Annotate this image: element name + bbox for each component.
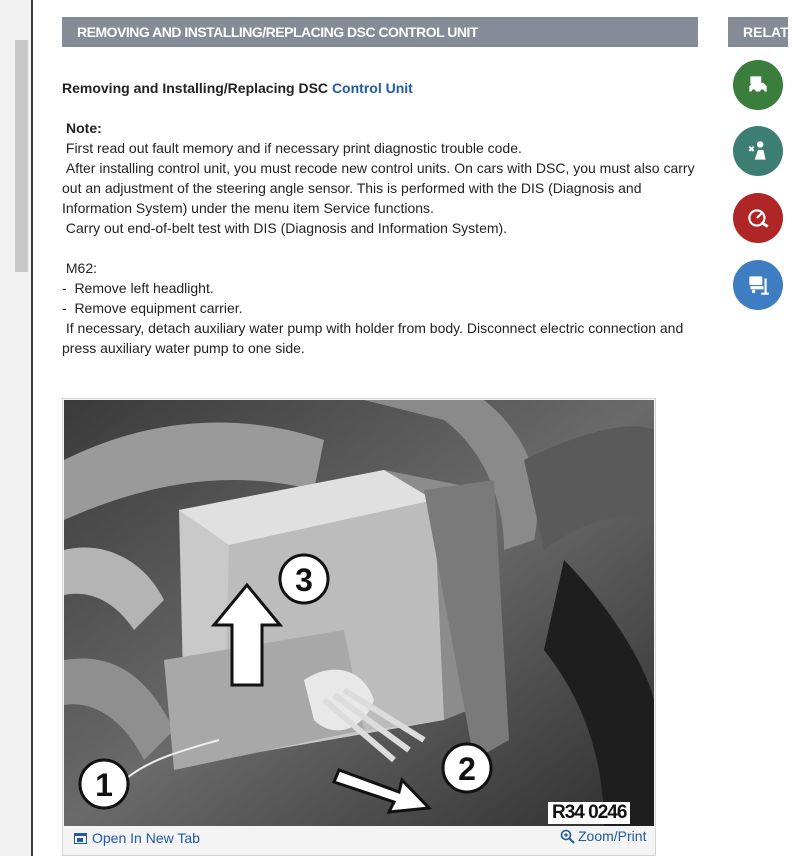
related-header-title: RELATED	[743, 24, 808, 40]
m62-block	[62, 258, 702, 358]
callout-3: 3	[295, 562, 313, 598]
procedure-figure	[62, 398, 656, 856]
related-header	[728, 17, 808, 47]
open-in-new-tab-link[interactable]	[74, 830, 200, 846]
vehicle-lift-icon[interactable]	[733, 260, 783, 310]
diagnostic-icon[interactable]	[733, 193, 783, 243]
callout-1: 1	[95, 767, 113, 803]
open-in-new-tab-label: Open In New Tab	[92, 830, 200, 846]
note-label: Note:	[66, 120, 102, 136]
zoom-icon	[560, 829, 575, 844]
new-tab-icon	[74, 833, 87, 844]
vehicle-info-icon[interactable]	[733, 60, 783, 110]
left-panel-border	[31, 0, 33, 856]
section-header-title: REMOVING AND INSTALLING/REPLACING DSC CONTROL UNIT	[77, 24, 478, 40]
note-block	[62, 118, 702, 238]
callout-2: 2	[458, 751, 476, 787]
m62-step: - Remove equipment carrier.	[62, 300, 243, 316]
procedure-content	[62, 78, 702, 358]
technician-icon[interactable]	[733, 126, 783, 176]
figure-code: R34 0246	[548, 802, 630, 824]
procedure-title	[62, 78, 702, 98]
m62-step: If necessary, detach auxiliary water pump with holder from body. Disconnect electric connection and press auxiliary water pump to one side.	[62, 320, 688, 356]
note-line: First read out fault memory and if necessary print diagnostic trouble code.	[62, 140, 522, 156]
note-line: Carry out end-of-belt test with DIS (Diagnosis and Information System).	[62, 220, 508, 236]
note-line: After installing control unit, you must recode new control units. On cars with DSC, you must also carry out an adjustment of the steering angle sensor. This is performed with the DIS (Diagnosis and Information System) under the menu item Service functions.	[62, 160, 699, 216]
dsc-unit-photo	[64, 400, 654, 826]
m62-label: M62:	[62, 260, 98, 276]
zoom-print-link[interactable]	[560, 828, 646, 844]
section-header	[62, 17, 698, 47]
procedure-title-text: Removing and Installing/Replacing DSC	[62, 80, 332, 96]
left-scrollbar-thumb[interactable]	[15, 40, 28, 272]
zoom-print-label: Zoom/Print	[578, 828, 647, 844]
control-unit-link[interactable]: Control Unit	[331, 80, 413, 96]
m62-step: - Remove left headlight.	[62, 280, 214, 296]
